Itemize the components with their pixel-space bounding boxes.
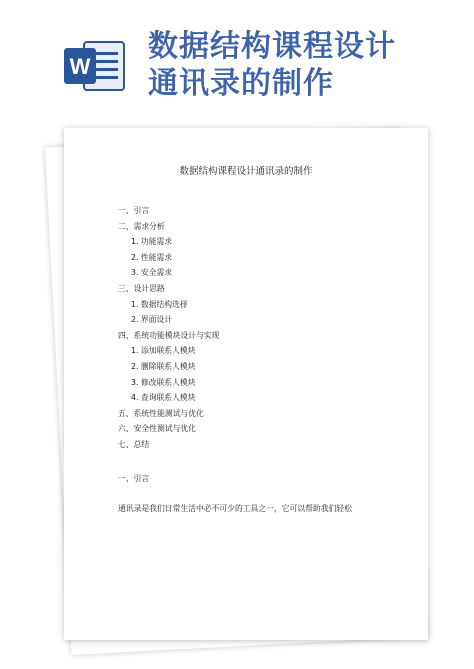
toc-item: 3. 修改联系人模块 xyxy=(131,377,196,387)
toc-item: 一、引言 xyxy=(118,206,150,215)
table-of-contents xyxy=(118,203,219,453)
toc-item: 3. 安全需求 xyxy=(131,268,173,278)
body-paragraph: 通讯录是我们日常生活中必不可少的工具之一，它可以帮助我们轻松 xyxy=(118,504,352,513)
toc-item: 2. 性能需求 xyxy=(131,252,173,262)
toc-item: 六、安全性测试与优化 xyxy=(118,424,196,434)
document-title: 数据结构课程设计通讯录的制作 xyxy=(179,166,313,177)
toc-item: 七、总结 xyxy=(118,439,150,449)
banner-title-line-2: 通讯录的制作 xyxy=(148,66,334,101)
word-document-icon xyxy=(62,38,126,94)
toc-item: 四、系统功能模块设计与实现 xyxy=(118,330,220,340)
section-heading: 一、引言 xyxy=(118,474,150,483)
toc-item: 2. 删除联系人模块 xyxy=(131,361,196,371)
toc-item: 1. 数据结构选择 xyxy=(131,299,188,309)
toc-item: 4. 查询联系人模块 xyxy=(131,393,196,403)
toc-item: 1. 添加联系人模块 xyxy=(131,346,196,356)
document-page xyxy=(64,128,428,640)
toc-item: 三、设计思路 xyxy=(118,283,165,293)
word-logo-letter: W xyxy=(69,54,91,79)
banner-title xyxy=(148,28,468,102)
toc-item: 五、系统性能测试与优化 xyxy=(118,408,204,418)
toc-item: 2. 界面设计 xyxy=(131,315,173,325)
banner-title-line-1: 数据结构课程设计 xyxy=(148,29,396,64)
header-banner xyxy=(0,0,474,112)
toc-item: 二、需求分析 xyxy=(118,221,165,231)
toc-item: 1. 功能需求 xyxy=(131,237,173,247)
